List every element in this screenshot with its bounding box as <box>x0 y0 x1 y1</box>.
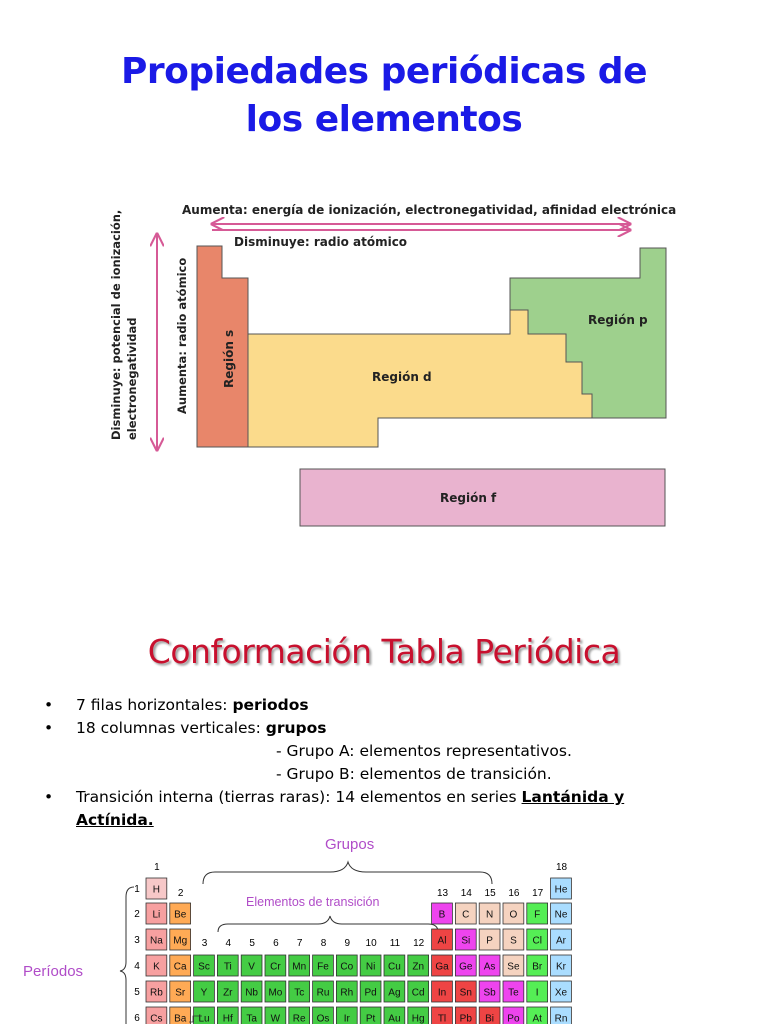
group-number: 10 <box>365 938 377 949</box>
periodic-regions-diagram <box>100 192 680 537</box>
period-number: 3 <box>134 935 140 946</box>
element-symbol: Tl <box>437 1013 447 1024</box>
period-number: 5 <box>134 987 140 998</box>
element-symbol: Rb <box>150 987 163 999</box>
element-symbol: Sb <box>483 987 496 999</box>
left-arrow-label-line2: electronegatividad <box>125 317 139 440</box>
element-symbol: Fe <box>317 961 329 973</box>
element-symbol: As <box>483 961 496 973</box>
group-number: 16 <box>508 888 520 899</box>
lantanida-link: Lantánida y <box>521 788 625 806</box>
grupos-label: Grupos <box>325 836 375 853</box>
group-number: 9 <box>344 938 351 949</box>
element-symbol: H <box>152 884 161 896</box>
element-symbol: Au <box>388 1013 401 1024</box>
period-number: 4 <box>134 961 140 972</box>
element-symbol: Ta <box>246 1013 257 1024</box>
element-symbol: Ag <box>388 987 401 999</box>
second-arrow-label: Disminuye: radio atómico <box>234 235 408 249</box>
element-symbol: Pt <box>365 1013 376 1024</box>
element-symbol: Cl <box>532 935 542 947</box>
bullet-dot: • <box>44 788 54 806</box>
element-symbol: Re <box>292 1013 306 1024</box>
page-title <box>0 48 768 144</box>
element-symbol: Sn <box>459 987 472 999</box>
element-symbol: Cd <box>411 987 425 999</box>
period-number: 2 <box>134 909 140 920</box>
element-symbol: Cr <box>270 961 281 973</box>
element-symbol: Ar <box>556 935 566 947</box>
element-symbol: Xe <box>554 987 568 999</box>
periodic-table <box>0 830 768 1024</box>
element-symbol: Ga <box>435 961 449 973</box>
element-symbol: F <box>534 909 541 921</box>
bullet-bold: grupos <box>265 719 327 737</box>
transition-label: Elementos de transición <box>246 895 380 909</box>
element-symbol: Co <box>340 961 354 973</box>
element-symbol: Br <box>532 961 543 973</box>
element-symbol: At <box>532 1013 542 1024</box>
group-number: 4 <box>225 938 232 949</box>
region-p-label: Región p <box>588 313 648 327</box>
element-symbol: Al <box>437 935 447 947</box>
element-symbol: Rn <box>554 1013 568 1024</box>
left-arrow-label-line1: Disminuye: potencial de ionización, <box>109 209 123 440</box>
group-number: 3 <box>201 938 208 949</box>
section-title: Conformación Tabla Periódica <box>147 632 621 671</box>
element-symbol: Os <box>316 1013 330 1024</box>
element-symbol: Si <box>461 935 471 947</box>
group-number: 7 <box>296 938 303 949</box>
group-number: 14 <box>460 888 472 899</box>
group-number: 1 <box>154 862 160 873</box>
element-symbol: Tc <box>294 987 305 999</box>
element-symbol: Be <box>174 909 187 921</box>
sub-grupo-b: - Grupo B: elementos de transición. <box>276 765 552 783</box>
element-symbol: Mn <box>292 961 307 973</box>
element-symbol: Po <box>507 1013 520 1024</box>
element-symbol: Pb <box>459 1013 472 1024</box>
region-s-label: Región s <box>222 329 236 388</box>
period-number: 1 <box>134 884 140 895</box>
bullet-dot: • <box>44 696 54 714</box>
sub-grupo-a: - Grupo A: elementos representativos. <box>276 742 572 760</box>
group-number: 6 <box>273 938 279 949</box>
element-symbol: Ni <box>365 961 376 973</box>
region-f-label: Región f <box>440 491 497 505</box>
element-symbol: Ru <box>316 987 330 999</box>
group-number: 15 <box>484 888 496 899</box>
element-symbol: Ba <box>174 1013 187 1024</box>
transition-brace <box>218 916 438 932</box>
group-number: 18 <box>555 862 568 873</box>
bullet-dot: • <box>44 719 54 737</box>
bullet-text: 18 columnas verticales: <box>76 719 266 737</box>
bullet-text: 7 filas horizontales: <box>76 696 233 714</box>
element-symbol: Rh <box>340 987 354 999</box>
group-number: 13 <box>436 888 449 899</box>
bullet-list <box>40 694 740 832</box>
element-symbol: Mg <box>173 935 188 947</box>
group-number: 17 <box>532 888 544 899</box>
element-symbol: Hg <box>411 1013 425 1024</box>
bullet-text: Transición interna (tierras raras): 14 elementos en series <box>76 788 522 806</box>
bullet-bold: periodos <box>232 696 309 714</box>
title-line-2: los elementos <box>245 99 523 140</box>
periods-brace <box>120 887 134 1024</box>
element-symbol: P <box>486 935 493 947</box>
element-symbol: Ge <box>459 961 473 973</box>
element-symbol: Hf <box>222 1013 233 1024</box>
mid-arrow-label: Aumenta: radio atómico <box>175 257 189 414</box>
region-d-label: Región d <box>372 370 432 384</box>
element-symbol: Ne <box>554 909 568 921</box>
element-symbol: C <box>462 909 470 921</box>
element-symbol: Kr <box>556 961 566 973</box>
group-number: 5 <box>249 938 255 949</box>
group-number: 11 <box>389 938 401 949</box>
periodos-label: Períodos <box>23 963 84 980</box>
element-symbol: V <box>248 961 255 973</box>
element-symbol: Ir <box>343 1013 350 1024</box>
element-symbol: K <box>153 961 160 973</box>
actinida-link: Actínida. <box>76 811 154 829</box>
top-arrow-label: Aumenta: energía de ionización, electronegatividad, afinidad electrónica <box>182 203 677 217</box>
element-symbol: Sr <box>175 987 186 999</box>
element-symbol: Na <box>150 935 163 947</box>
element-symbol: Zn <box>412 961 425 973</box>
element-symbol: N <box>485 909 494 921</box>
element-symbol: Pd <box>364 987 377 999</box>
group-number: 12 <box>413 938 425 949</box>
element-symbol: In <box>437 987 447 999</box>
group-number: 8 <box>320 938 327 949</box>
group-number: 2 <box>177 888 184 899</box>
element-symbol: O <box>509 909 518 921</box>
element-symbol: Ca <box>173 961 187 973</box>
element-symbol: Te <box>508 987 519 999</box>
element-symbol: Se <box>507 961 520 973</box>
element-symbol: Bi <box>485 1013 495 1024</box>
element-symbol: Nb <box>245 987 258 999</box>
element-symbol: Mo <box>268 987 283 999</box>
element-symbol: Li <box>152 909 161 921</box>
groups-brace <box>203 862 492 884</box>
element-symbol: Lu <box>198 1013 210 1024</box>
title-line-1: Propiedades periódicas de <box>120 51 647 92</box>
element-symbol: W <box>270 1013 281 1024</box>
bullet-grupos <box>40 717 740 740</box>
element-symbol: Cu <box>388 961 401 973</box>
bullet-transicion-interna <box>40 786 740 832</box>
element-symbol: Ti <box>223 961 232 973</box>
element-symbol: S <box>510 935 517 947</box>
element-symbol: Y <box>200 987 208 999</box>
element-symbol: B <box>438 909 446 921</box>
element-symbol: Sc <box>198 961 210 973</box>
element-symbol: I <box>535 987 539 999</box>
bullet-periodos <box>40 694 740 717</box>
element-symbol: Cs <box>150 1013 163 1024</box>
period-number: 6 <box>134 1013 140 1024</box>
element-symbol: He <box>554 884 568 896</box>
element-symbol: Zr <box>223 987 233 999</box>
